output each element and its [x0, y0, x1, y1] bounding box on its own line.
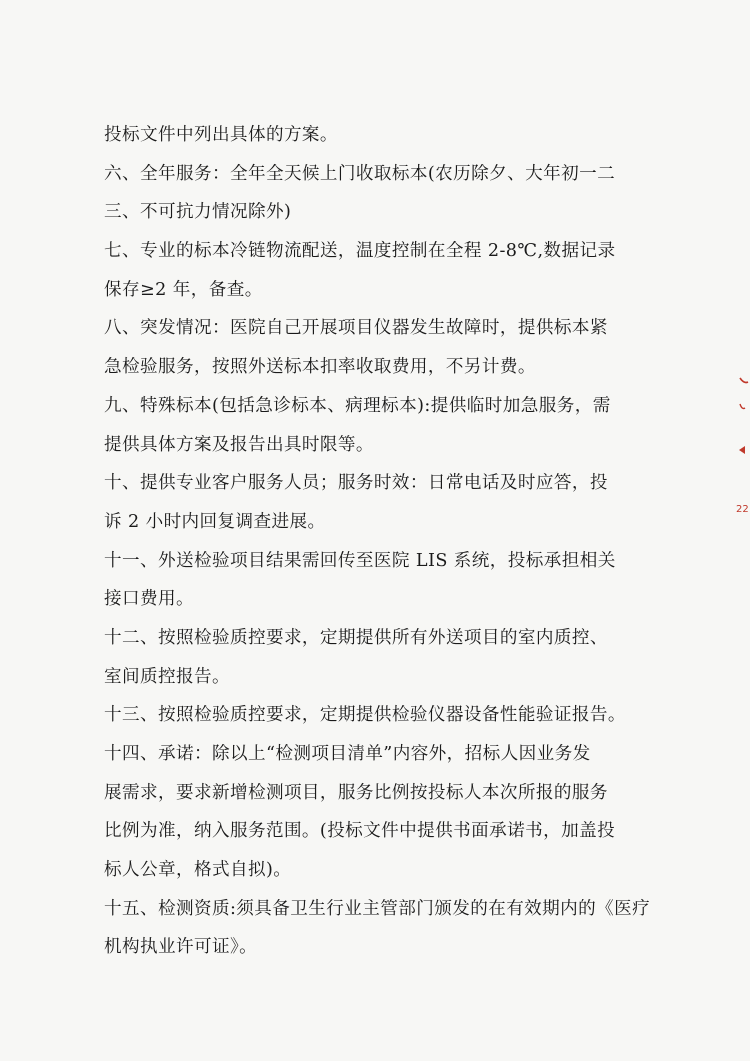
document-body — [104, 116, 664, 967]
body-line: 九、特殊标本(包括急诊标本、病理标本):提供临时加急服务，需 — [104, 395, 611, 416]
body-line: 机构执业许可证》。 — [104, 937, 258, 958]
body-line: 十三、按照检验质控要求，定期提供检验仪器设备性能验证报告。 — [104, 705, 626, 726]
body-line: 诉 2 小时内回复调查进展。 — [104, 511, 326, 532]
body-line: 投标文件中列出具体的方案。 — [104, 125, 338, 145]
body-line: 三、不可抗力情况除外) — [104, 202, 292, 223]
seal-number: 22 — [736, 504, 749, 515]
body-line: 八、突发情况：医院自己开展项目仪器发生故障时，提供标本紧 — [104, 318, 608, 339]
body-line: 比例为准，纳入服务范围。(投标文件中提供书面承诺书，加盖投 — [104, 821, 616, 842]
body-line: 十二、按照检验质控要求，定期提供所有外送项目的室内质控、 — [104, 627, 608, 648]
body-line: 七、专业的标本冷链物流配送，温度控制在全程 2-8℃,数据记录 — [104, 241, 616, 262]
body-line: 标人公章，格式自拟)。 — [104, 860, 292, 881]
body-line: 保存≥2 年，备查。 — [104, 279, 263, 300]
body-line: 室间质控报告。 — [104, 666, 230, 687]
body-line: 十五、检测资质:须具备卫生行业主管部门颁发的在有效期内的《医疗 — [104, 898, 651, 919]
body-line: 接口费用。 — [104, 589, 194, 610]
body-line: 十、提供专业客户服务人员；服务时效：日常电话及时应答，投 — [104, 473, 608, 494]
body-line: 六、全年服务：全年全天候上门收取标本(农历除夕、大年初一二 — [104, 163, 616, 184]
margin-seal-fragment — [710, 370, 750, 530]
body-line: 十一、外送检验项目结果需回传至医院 LIS 系统，投标承担相关 — [104, 550, 616, 571]
body-line: 急检验服务，按照外送标本扣率收取费用，不另计费。 — [104, 357, 536, 378]
body-line: 展需求，要求新增检测项目，服务比例按投标人本次所报的服务 — [104, 782, 608, 803]
body-line: 提供具体方案及报告出具时限等。 — [104, 434, 374, 455]
body-line: 十四、承诺：除以上“检测项目清单”内容外，招标人因业务发 — [104, 744, 591, 764]
